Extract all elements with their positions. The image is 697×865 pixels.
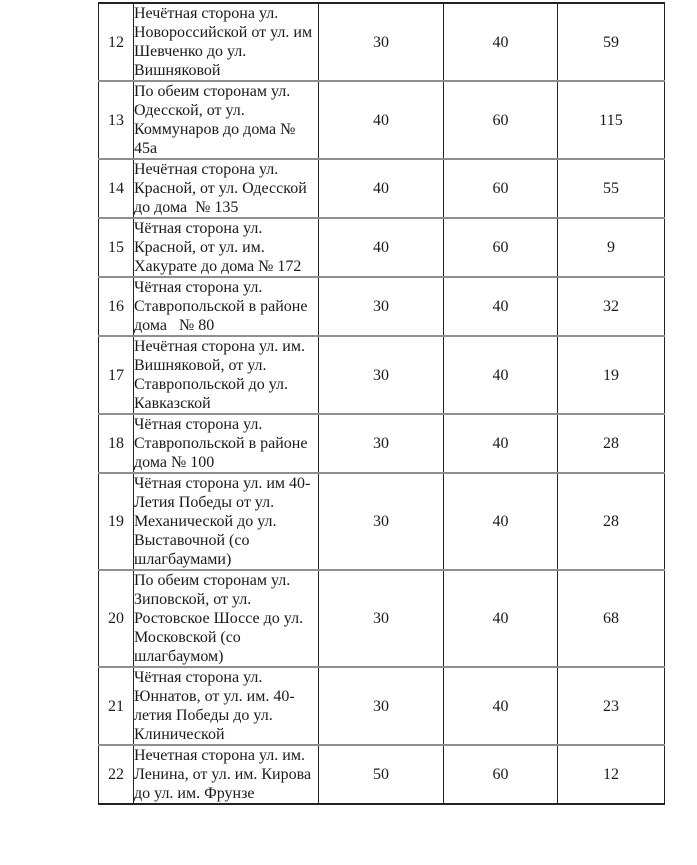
- value-cell-3: 9: [558, 218, 665, 277]
- table-row: [99, 745, 665, 804]
- value-cell-1: 30: [319, 3, 444, 81]
- value-cell-3: 28: [558, 473, 665, 570]
- table-row: [99, 570, 665, 667]
- value-cell-3: 115: [558, 81, 665, 159]
- description-cell: Чётная сторона ул. Ставропольской в районе дома № 80: [134, 277, 319, 336]
- description-cell: По обеим сторонам ул. Зиповской, от ул. Ростовское Шоссе до ул. Московской (со шлагбаумом): [134, 570, 319, 667]
- description-cell: Чётная сторона ул. Ставропольской в районе дома № 100: [134, 414, 319, 473]
- description-cell: Чётная сторона ул. Красной, от ул. им. Хакурате до дома № 172: [134, 218, 319, 277]
- value-cell-3: 19: [558, 336, 665, 414]
- value-cell-1: 30: [319, 277, 444, 336]
- value-cell-2: 60: [444, 159, 558, 218]
- row-number-cell: 21: [99, 667, 134, 745]
- description-cell: Нечётная сторона ул. Новороссийской от ул. им Шевченко до ул. Вишняковой: [134, 3, 319, 81]
- value-cell-2: 60: [444, 745, 558, 804]
- row-number-cell: 20: [99, 570, 134, 667]
- table-row: [99, 159, 665, 218]
- value-cell-1: 30: [319, 414, 444, 473]
- value-cell-3: 28: [558, 414, 665, 473]
- table-row: [99, 81, 665, 159]
- table-body: [99, 3, 665, 804]
- table-row: [99, 277, 665, 336]
- value-cell-2: 60: [444, 218, 558, 277]
- table-row: [99, 473, 665, 570]
- value-cell-2: 40: [444, 570, 558, 667]
- value-cell-2: 40: [444, 473, 558, 570]
- row-number-cell: 13: [99, 81, 134, 159]
- value-cell-2: 40: [444, 277, 558, 336]
- description-cell: Чётная сторона ул. Юннатов, от ул. им. 40-летия Победы до ул. Клинической: [134, 667, 319, 745]
- value-cell-1: 40: [319, 159, 444, 218]
- description-cell: Чётная сторона ул. им 40-Летия Победы от ул. Механической до ул. Выставочной (со шлагбаумами): [134, 473, 319, 570]
- parking-zones-table: [98, 2, 665, 805]
- table-row: [99, 336, 665, 414]
- table-row: [99, 218, 665, 277]
- value-cell-3: 55: [558, 159, 665, 218]
- row-number-cell: 15: [99, 218, 134, 277]
- value-cell-1: 40: [319, 218, 444, 277]
- value-cell-2: 40: [444, 414, 558, 473]
- table-row: [99, 414, 665, 473]
- value-cell-2: 40: [444, 667, 558, 745]
- value-cell-1: 30: [319, 336, 444, 414]
- row-number-cell: 17: [99, 336, 134, 414]
- description-cell: Нечётная сторона ул. Красной, от ул. Одесской до дома № 135: [134, 159, 319, 218]
- value-cell-1: 50: [319, 745, 444, 804]
- row-number-cell: 12: [99, 3, 134, 81]
- value-cell-3: 32: [558, 277, 665, 336]
- value-cell-1: 40: [319, 81, 444, 159]
- row-number-cell: 16: [99, 277, 134, 336]
- value-cell-3: 12: [558, 745, 665, 804]
- value-cell-2: 40: [444, 3, 558, 81]
- table-row: [99, 3, 665, 81]
- value-cell-3: 68: [558, 570, 665, 667]
- value-cell-1: 30: [319, 473, 444, 570]
- description-cell: По обеим сторонам ул. Одесской, от ул. Коммунаров до дома № 45а: [134, 81, 319, 159]
- value-cell-3: 59: [558, 3, 665, 81]
- value-cell-1: 30: [319, 570, 444, 667]
- description-cell: Нечётная сторона ул. им. Вишняковой, от ул. Ставропольской до ул. Кавказской: [134, 336, 319, 414]
- value-cell-2: 60: [444, 81, 558, 159]
- row-number-cell: 22: [99, 745, 134, 804]
- table-row: [99, 667, 665, 745]
- value-cell-2: 40: [444, 336, 558, 414]
- row-number-cell: 19: [99, 473, 134, 570]
- description-cell: Нечетная сторона ул. им. Ленина, от ул. им. Кирова до ул. им. Фрунзе: [134, 745, 319, 804]
- value-cell-1: 30: [319, 667, 444, 745]
- row-number-cell: 18: [99, 414, 134, 473]
- value-cell-3: 23: [558, 667, 665, 745]
- row-number-cell: 14: [99, 159, 134, 218]
